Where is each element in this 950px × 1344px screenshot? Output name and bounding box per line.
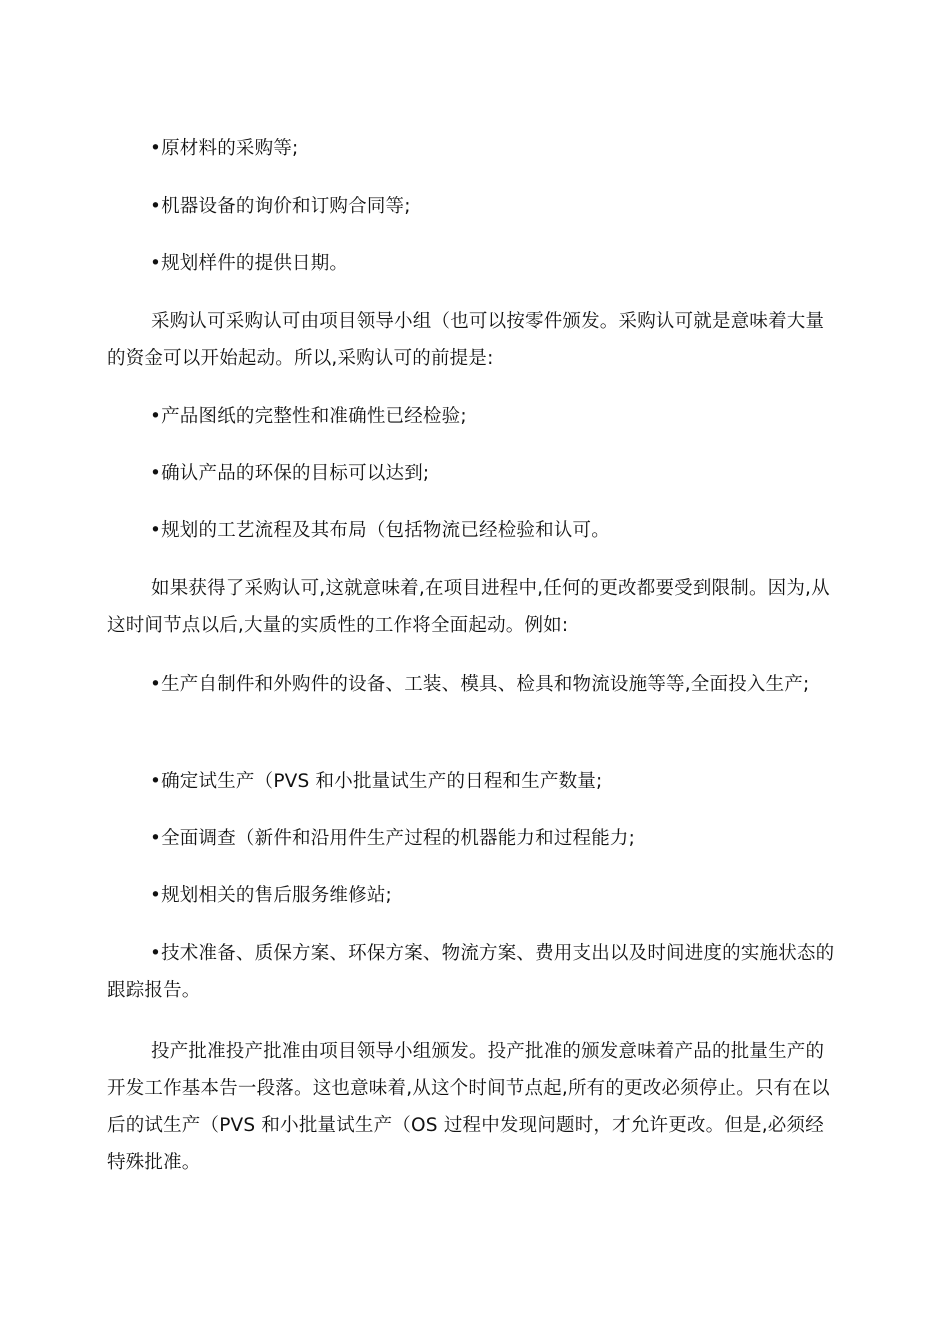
bullet-status-report: •技术准备、质保方案、环保方案、物流方案、费用支出以及时间进度的实施状态的跟踪报告。 bbox=[107, 943, 835, 1001]
paragraph-change-restriction: 如果获得了采购认可,这就意味着,在项目进程中,任何的更改都要受到限制。因为,从这时间节点以后,大量的实质性的工作将全面起动。例如: bbox=[107, 578, 830, 636]
paragraph-production-release: 投产批准投产批准由项目领导小组颁发。投产批准的颁发意味着产品的批量生产的开发工作基本告一段落。这也意味着,从这个时间节点起,所有的更改必须停止。只有在以后的试生产（PVS 和小批量试生产（OS 过程中发现问题时，才允许更改。但是,必须经特殊批准。 bbox=[107, 1041, 830, 1173]
bullet-raw-material: •原材料的采购等; bbox=[150, 138, 299, 159]
bullet-equipment-inquiry: •机器设备的询价和订购合同等; bbox=[150, 196, 411, 217]
bullet-trial-production: •确定试生产（PVS 和小批量试生产的日程和生产数量; bbox=[150, 771, 603, 792]
bullet-production-equipment: •生产自制件和外购件的设备、工装、模具、检具和物流设施等等,全面投入生产; bbox=[150, 674, 810, 695]
bullet-capability-survey: •全面调查（新件和沿用件生产过程的机器能力和过程能力; bbox=[150, 828, 636, 849]
bullet-environment-target: •确认产品的环保的目标可以达到; bbox=[150, 463, 430, 484]
bullet-sample-date: •规划样件的提供日期。 bbox=[150, 253, 349, 274]
bullet-process-layout: •规划的工艺流程及其布局（包括物流已经检验和认可。 bbox=[150, 520, 610, 541]
bullet-drawing-check: •产品图纸的完整性和准确性已经检验; bbox=[150, 406, 467, 427]
bullet-service-station: •规划相关的售后服务维修站; bbox=[150, 885, 392, 906]
paragraph-purchase-approval: 采购认可采购认可由项目领导小组（也可以按零件颁发。采购认可就是意味着大量的资金可以开始起动。所以,采购认可的前提是: bbox=[107, 311, 825, 369]
